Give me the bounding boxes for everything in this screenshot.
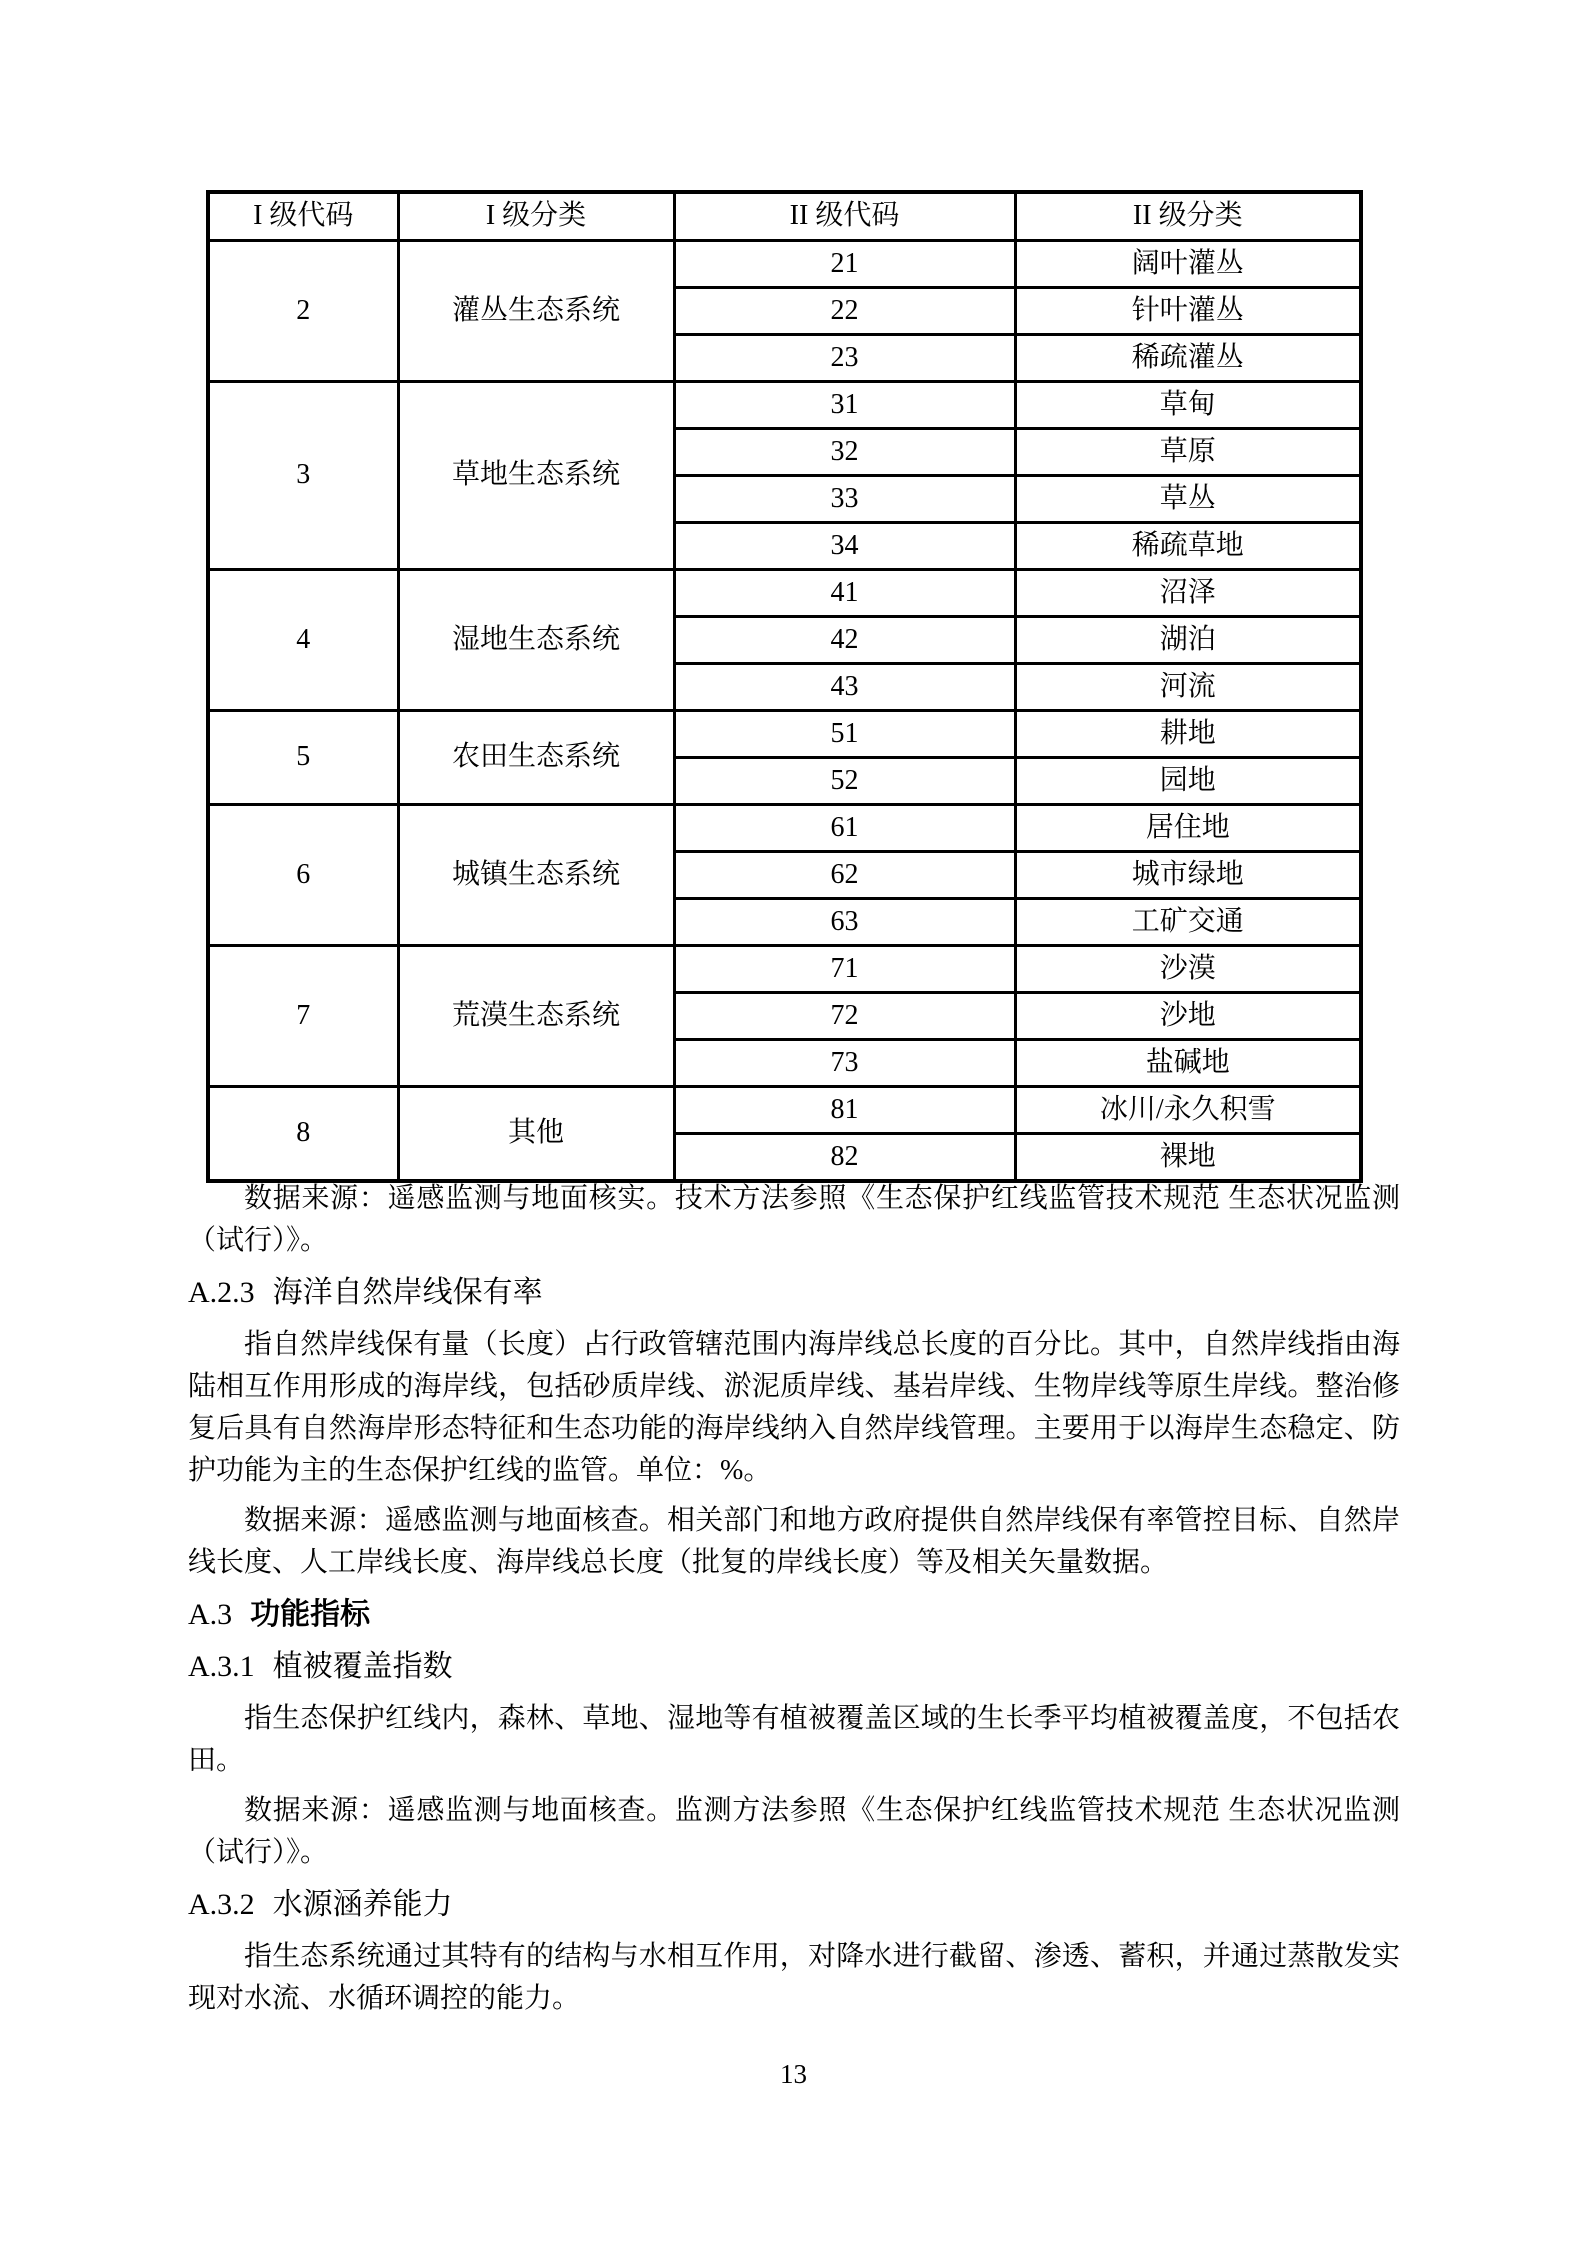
table-row xyxy=(208,946,1361,993)
level2-code-cell: 61 xyxy=(674,805,1015,852)
level2-code-cell: 23 xyxy=(674,335,1015,382)
level1-code-cell: 4 xyxy=(208,570,398,711)
table-row xyxy=(208,711,1361,758)
table-row xyxy=(208,570,1361,617)
level1-name-cell: 荒漠生态系统 xyxy=(398,946,674,1087)
level1-name-cell: 灌丛生态系统 xyxy=(398,241,674,382)
level2-name-cell: 城市绿地 xyxy=(1015,852,1361,899)
table-row xyxy=(208,1087,1361,1134)
level2-name-cell: 盐碱地 xyxy=(1015,1040,1361,1087)
level2-name-cell: 裸地 xyxy=(1015,1134,1361,1182)
document-body xyxy=(188,1170,1400,2028)
heading-a31 xyxy=(188,1646,1400,1688)
level2-name-cell: 阔叶灌丛 xyxy=(1015,241,1361,288)
level2-name-cell: 草原 xyxy=(1015,429,1361,476)
level2-name-cell: 稀疏草地 xyxy=(1015,523,1361,570)
level1-name-cell: 农田生态系统 xyxy=(398,711,674,805)
level2-name-cell: 园地 xyxy=(1015,758,1361,805)
level1-name-cell: 城镇生态系统 xyxy=(398,805,674,946)
heading-a23 xyxy=(188,1272,1400,1314)
level1-code-cell: 8 xyxy=(208,1087,398,1182)
table-header-row xyxy=(208,192,1361,241)
table-row xyxy=(208,382,1361,429)
heading-a32-number: A.3.2 xyxy=(188,1888,255,1921)
heading-a32 xyxy=(188,1884,1400,1926)
header-level2-class: II 级分类 xyxy=(1015,192,1361,241)
level2-code-cell: 73 xyxy=(674,1040,1015,1087)
header-level1-class: I 级分类 xyxy=(398,192,674,241)
level2-code-cell: 81 xyxy=(674,1087,1015,1134)
header-level1-code: I 级代码 xyxy=(208,192,398,241)
heading-a23-number: A.2.3 xyxy=(188,1276,255,1309)
a32-definition: 指生态系统通过其特有的结构与水相互作用，对降水进行截留、渗透、蓄积，并通过蒸散发实现对水流、水循环调控的能力。 xyxy=(188,1941,1400,2014)
level1-code-cell: 6 xyxy=(208,805,398,946)
level2-name-cell: 居住地 xyxy=(1015,805,1361,852)
heading-a31-number: A.3.1 xyxy=(188,1650,255,1683)
level1-name-cell: 湿地生态系统 xyxy=(398,570,674,711)
level2-name-cell: 沙地 xyxy=(1015,993,1361,1040)
classification-table-body xyxy=(208,241,1361,1182)
page-number: 13 xyxy=(780,2059,807,2089)
heading-a32-title: 水源涵养能力 xyxy=(272,1888,453,1921)
heading-a23-title: 海洋自然岸线保有率 xyxy=(272,1276,543,1309)
heading-a3 xyxy=(188,1594,1400,1636)
level2-name-cell: 河流 xyxy=(1015,664,1361,711)
level2-name-cell: 草丛 xyxy=(1015,476,1361,523)
level2-code-cell: 22 xyxy=(674,288,1015,335)
level2-name-cell: 草甸 xyxy=(1015,382,1361,429)
a31-source-note: 数据来源：遥感监测与地面核查。监测方法参照《生态保护红线监管技术规范 生态状况监测（试行）》。 xyxy=(188,1795,1400,1868)
level2-name-cell: 沼泽 xyxy=(1015,570,1361,617)
level2-name-cell: 耕地 xyxy=(1015,711,1361,758)
table-row xyxy=(208,805,1361,852)
table-source-note: 数据来源：遥感监测与地面核实。技术方法参照《生态保护红线监管技术规范 生态状况监测（试行）》。 xyxy=(188,1183,1400,1256)
level2-code-cell: 33 xyxy=(674,476,1015,523)
level2-name-cell: 稀疏灌丛 xyxy=(1015,335,1361,382)
header-level2-code: II 级代码 xyxy=(674,192,1015,241)
level1-name-cell: 草地生态系统 xyxy=(398,382,674,570)
level2-code-cell: 71 xyxy=(674,946,1015,993)
classification-table xyxy=(206,190,1363,1183)
level2-code-cell: 52 xyxy=(674,758,1015,805)
level1-code-cell: 3 xyxy=(208,382,398,570)
table-row xyxy=(208,241,1361,288)
level1-code-cell: 2 xyxy=(208,241,398,382)
level2-name-cell: 冰川/永久积雪 xyxy=(1015,1087,1361,1134)
level1-name-cell: 其他 xyxy=(398,1087,674,1182)
level2-code-cell: 72 xyxy=(674,993,1015,1040)
a23-definition: 指自然岸线保有量（长度）占行政管辖范围内海岸线总长度的百分比。其中，自然岸线指由海陆相互作用形成的海岸线，包括砂质岸线、淤泥质岸线、基岩岸线、生物岸线等原生岸线。整治修复后具有自然海岸形态特征和生态功能的海岸线纳入自然岸线管理。主要用于以海岸生态稳定、防护功能为主的生态保护红线的监管。单位：%。 xyxy=(188,1329,1400,1486)
level2-name-cell: 针叶灌丛 xyxy=(1015,288,1361,335)
level2-code-cell: 43 xyxy=(674,664,1015,711)
a23-source-note: 数据来源：遥感监测与地面核查。相关部门和地方政府提供自然岸线保有率管控目标、自然岸线长度、人工岸线长度、海岸线总长度（批复的岸线长度）等及相关矢量数据。 xyxy=(188,1505,1400,1578)
heading-a3-number: A.3 xyxy=(188,1598,233,1631)
level2-code-cell: 32 xyxy=(674,429,1015,476)
level2-code-cell: 42 xyxy=(674,617,1015,664)
heading-a3-title: 功能指标 xyxy=(250,1598,371,1631)
a31-definition: 指生态保护红线内，森林、草地、湿地等有植被覆盖区域的生长季平均植被覆盖度，不包括农田。 xyxy=(188,1703,1400,1776)
level2-code-cell: 31 xyxy=(674,382,1015,429)
level2-code-cell: 63 xyxy=(674,899,1015,946)
level2-code-cell: 51 xyxy=(674,711,1015,758)
level2-name-cell: 工矿交通 xyxy=(1015,899,1361,946)
level2-code-cell: 41 xyxy=(674,570,1015,617)
level2-code-cell: 21 xyxy=(674,241,1015,288)
level2-name-cell: 沙漠 xyxy=(1015,946,1361,993)
level2-code-cell: 82 xyxy=(674,1134,1015,1182)
level1-code-cell: 5 xyxy=(208,711,398,805)
level1-code-cell: 7 xyxy=(208,946,398,1087)
level2-name-cell: 湖泊 xyxy=(1015,617,1361,664)
heading-a31-title: 植被覆盖指数 xyxy=(272,1650,453,1683)
level2-code-cell: 34 xyxy=(674,523,1015,570)
level2-code-cell: 62 xyxy=(674,852,1015,899)
